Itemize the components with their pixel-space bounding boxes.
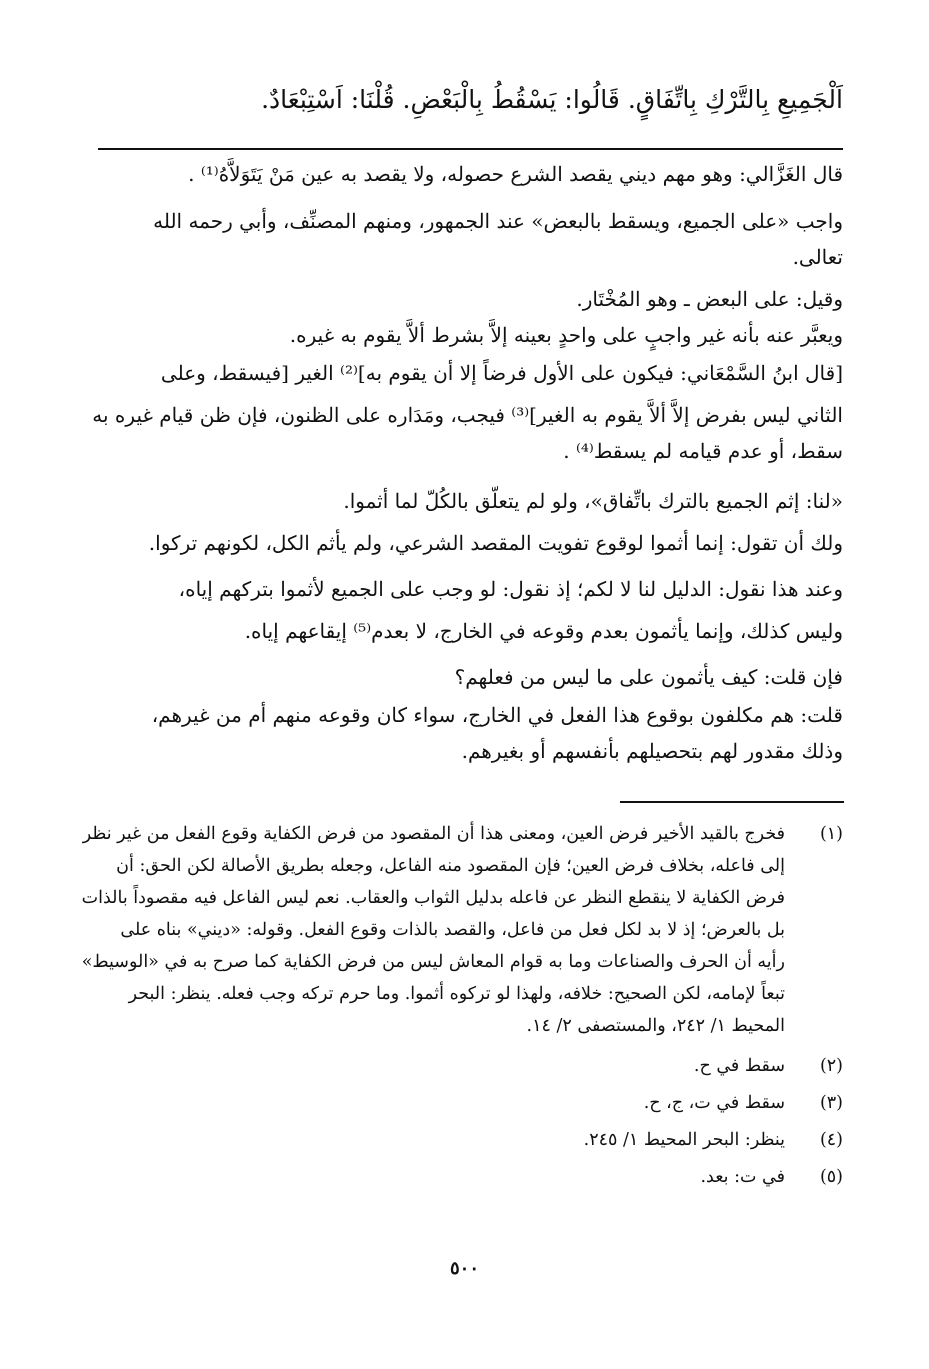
footnote-divider (620, 801, 844, 803)
footnote-text: سقط في ت، ج، ح. (643, 1093, 785, 1113)
body-line: الثاني ليس بفرض إلاَّ ألاَّ يقوم به الغير]⁽³⁾ فيجب، ومَدَاره على الظنون، فإن ظن قيام غيره به (92, 403, 843, 427)
footnote-text: فخرج بالقيد الأخير فرض العين، ومعنى هذا أن المقصود من فرض الكفاية وقوع الفعل من غير نظر (82, 824, 785, 844)
footnote-text: تبعاً لإمامه، لكن الصحيح: خلافه، ولهذا لو تركوه أثموا. وما حرم تركه وجب فعله. ينظر: البحر (128, 984, 785, 1004)
body-line: تعالى. (792, 245, 843, 269)
body-line: [قال ابنُ السَّمْعَاني: فيكون على الأول فرضاً إلا أن يقوم به]⁽²⁾ الغير [فيسقط، وعلى (160, 361, 843, 385)
footnote-text: في ت: بعد. (700, 1167, 785, 1187)
body-line: «لنا: إثم الجميع بالترك باتِّفاق»، ولو لم يتعلّق بالكُلّ لما أثموا. (343, 489, 843, 513)
body-line: وقيل: على البعض ـ وهو المُخْتَار. (576, 287, 843, 311)
footnote-text: فرض الكفاية لا ينقطع النظر عن فاعله بدليل الثواب والعقاب. نعم ليس الفاعل فيه مقصوداً بالذات (81, 888, 785, 908)
page-number: ٥٠٠ (449, 1258, 479, 1279)
body-line: قلت: هم مكلفون بوقوع هذا الفعل في الخارج، سواء كان وقوعه منهم أم من غيرهم، (151, 703, 843, 727)
body-line: ولك أن تقول: إنما أثموا لوقوع تفويت المقصد الشرعي، ولم يأثم الكل، لكونهم تركوا. (148, 531, 843, 555)
body-line: ويعبَّر عنه بأنه غير واجبٍ على واحدٍ بعينه إلاَّ بشرط ألاَّ يقوم به غيره. (289, 323, 843, 347)
footnote-text: ينظر: البحر المحيط ١/ ٢٤٥. (583, 1130, 785, 1150)
body-line: قال الغَزَّالي: وهو مهم ديني يقصد الشرع حصوله، ولا يقصد به عين مَنْ يَتَوَلاَّهُ⁽¹⁾ . (188, 162, 843, 186)
footnote-text: بل بالعرض؛ إذ لا بد لكل فعل من فاعل، والقصد بالذات وقوع الفعل. وقوله: «ديني» بناه على (120, 920, 785, 940)
footnote-number: (١) (819, 824, 843, 844)
body-line: وعند هذا نقول: الدليل لنا لا لكم؛ إذ نقول: لو وجب على الجميع لأثموا بتركهم إياه، (178, 577, 843, 601)
footnote-text: المحيط ١/ ٢٤٢، والمستصفى ٢/ ١٤. (526, 1016, 785, 1036)
footnote-number: (٣) (819, 1093, 843, 1113)
body-line: فإن قلت: كيف يأثمون على ما ليس من فعلهم؟ (454, 665, 843, 689)
body-line: واجب «على الجميع، ويسقط بالبعض» عند الجمهور، ومنهم المصنِّف، وأبي رحمه الله (153, 209, 843, 233)
footnote-text: إلى فاعله، بخلاف فرض العين؛ فإن المقصود منه الفاعل، وجعله بطريق الأصالة لكن الحق: أن (116, 856, 785, 876)
body-line: وليس كذلك، وإنما يأثمون بعدم وقوعه في الخارج، لا بعدم⁽⁵⁾ إيقاعهم إياه. (244, 619, 843, 643)
footnote-text: رأيه أن الحرف والصناعات وما به قوام المعاش ليس من فرض الكفاية كما صرح به في «الوسيط» (81, 952, 785, 972)
header-divider (98, 148, 843, 150)
footnote-number: (٤) (819, 1130, 843, 1150)
running-matn-text: اَلْجَمِيعِ بِالتَّرْكِ بِاتِّفَاقٍ. قَالُوا: يَسْقُطُ بِالْبَعْضِ. قُلْنَا: اَسْتِبْعَادٌ. (261, 85, 843, 114)
body-line: سقط، أو عدم قيامه لم يسقط⁽⁴⁾ . (563, 439, 843, 463)
footnote-number: (٥) (819, 1167, 843, 1187)
body-line: وذلك مقدور لهم بتحصيلهم بأنفسهم أو بغيرهم. (461, 739, 843, 763)
footnote-text: سقط في ح. (693, 1056, 785, 1076)
footnote-number: (٢) (819, 1056, 843, 1076)
